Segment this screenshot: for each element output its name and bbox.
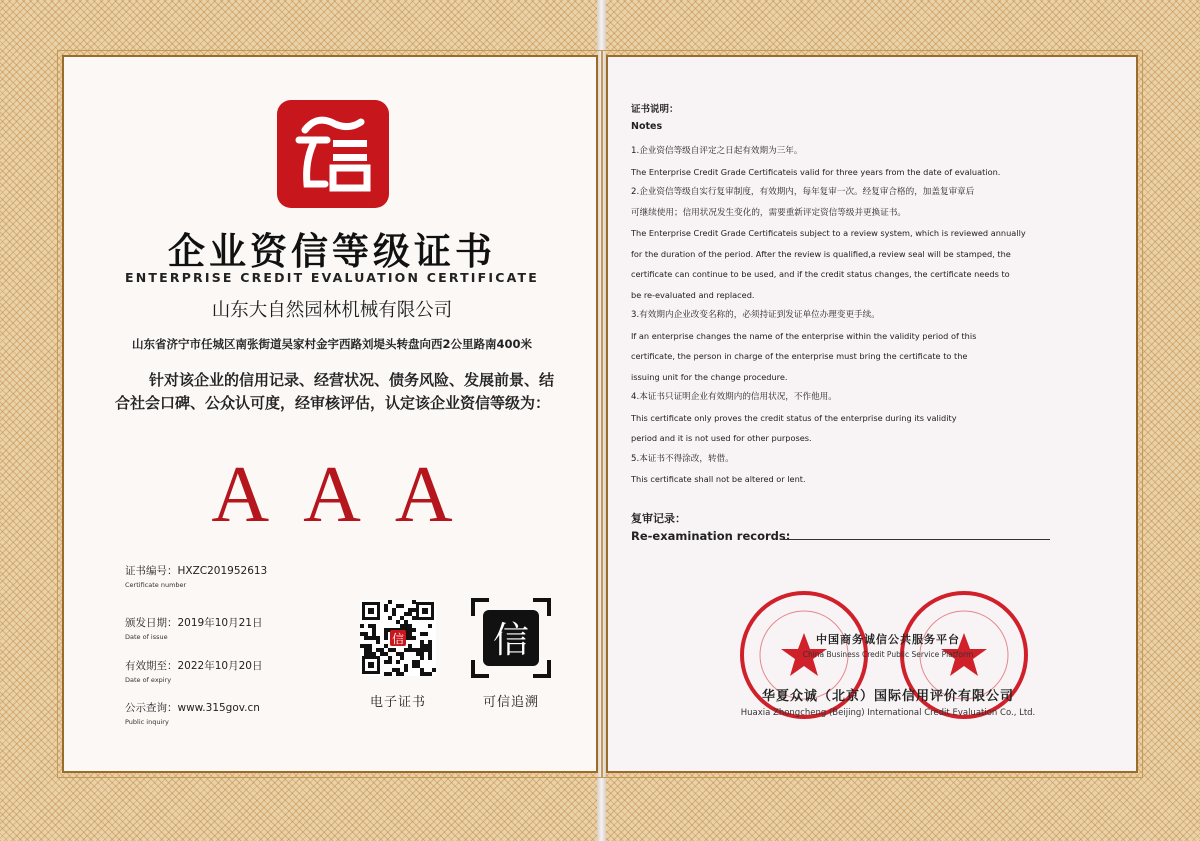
- note-3-zh: 3.有效期内企业改变名称的，必须持证到发证单位办理变更手续。: [631, 310, 880, 320]
- right-page: [606, 55, 1138, 773]
- note-5-zh: 5.本证书不得涂改，转借。: [631, 453, 734, 464]
- note-1-zh: 1.企业资信等级自评定之日起有效期为三年。: [631, 146, 803, 156]
- svg-text:信: 信: [492, 620, 530, 661]
- note-1-en-1: The Enterprise Credit Grade Certificateis valid for three years from the date of evaluation.: [631, 166, 1001, 177]
- note-4-en-1: This certificate only proves the credit status of the enterprise during its validity: [631, 412, 957, 423]
- certificate-number-value: HXZC201952613: [177, 565, 268, 577]
- note-3-en-2: certificate, the person in charge of the enterprise must bring the certificate to the: [631, 351, 968, 361]
- company-address: 山东省济宁市任城区南张街道吴家村金宇西路刘堤头转盘向西2公里路南400米: [131, 337, 532, 351]
- note-2-zh: 2.企业资信等级自实行复审制度，有效期内，每年复审一次。经复审合格的，加盖复审章后: [631, 187, 975, 197]
- note-2-en-4: be re-evaluated and replaced.: [631, 289, 755, 300]
- certificate-title: 企业资信等级证书: [168, 229, 496, 273]
- reexam-label-en: Re-examination records:: [631, 529, 791, 543]
- e-certificate-label: 电子证书: [369, 695, 426, 710]
- issuer-name: 华夏众诚（北京）国际信用评价有限公司: [761, 689, 1014, 704]
- evaluation-statement: 针对该企业的信用记录、经营状况、债务风险、发展前景、结合社会口碑、公众认可度，经审核评估，认定该企业资信等级为：: [115, 371, 555, 412]
- issue-date: 颁发日期：2019年10月21日 Date of issue: [125, 617, 263, 641]
- page-fold: [597, 0, 606, 841]
- notes-title-en: Notes: [631, 121, 663, 132]
- note-3-en-1: If an enterprise changes the name of the enterprise within the validity period of this: [631, 330, 977, 341]
- issue-date-value: 2019年10月21日: [177, 617, 263, 629]
- note-4-en-2: period and it is not used for other purposes.: [631, 433, 812, 443]
- reexam-line: [780, 539, 1050, 540]
- trace-label: 可信追溯: [482, 695, 539, 710]
- certificate-number: 证书编号：HXZC201952613 Certificate number: [125, 565, 268, 589]
- issuer-name-en: Huaxia Zhongcheng (Beijing) International Credit Evaluation Co., Ltd.: [740, 708, 1036, 718]
- note-2-en-1: The Enterprise Credit Grade Certificateis subject to a review system, which is reviewed annually: [631, 228, 1026, 238]
- svg-text:信: 信: [391, 632, 405, 646]
- expiry-date: 有效期至：2022年10月20日 Date of expiry: [125, 660, 263, 684]
- credit-grade: AAA: [211, 451, 487, 539]
- public-inquiry-url[interactable]: www.315gov.cn: [177, 702, 260, 714]
- left-page: [62, 55, 598, 773]
- note-4-zh: 4.本证书只证明企业有效期内的信用状况，不作他用。: [631, 392, 837, 402]
- note-2-en-2: for the duration of the period. After the review is qualified,a review seal will be stamped, the: [631, 248, 1011, 259]
- expiry-date-value: 2022年10月20日: [177, 660, 263, 672]
- note-2-en-3: certificate can continue to be used, and if the credit status changes, the certificate needs to: [631, 269, 1010, 279]
- notes-title-zh: 证书说明：: [631, 104, 679, 115]
- qr-code-icon[interactable]: [360, 600, 436, 676]
- reexam-section: [631, 510, 790, 543]
- public-inquiry: 公示查询：www.315gov.cn Public inquiry: [125, 702, 260, 726]
- trace-icon[interactable]: [469, 596, 553, 680]
- reexam-label-zh: 复审记录：: [631, 512, 686, 525]
- note-3-en-3: issuing unit for the change procedure.: [631, 371, 788, 382]
- notes-section: [631, 101, 1101, 490]
- platform-name: 中国商务诚信公共服务平台: [816, 633, 960, 646]
- certificate-title-en: ENTERPRISE CREDIT EVALUATION CERTIFICATE: [125, 270, 539, 285]
- platform-name-en: China Business Credit Public Service Platform: [802, 650, 974, 659]
- xin-seal-logo-icon: [277, 100, 389, 208]
- note-2-zh-2: 可继续使用；信用状况发生变化的，需要重新评定资信等级并更换证书。: [631, 207, 907, 218]
- note-5-en-1: This certificate shall not be altered or lent.: [631, 474, 806, 484]
- company-name: 山东大自然园林机械有限公司: [211, 300, 453, 321]
